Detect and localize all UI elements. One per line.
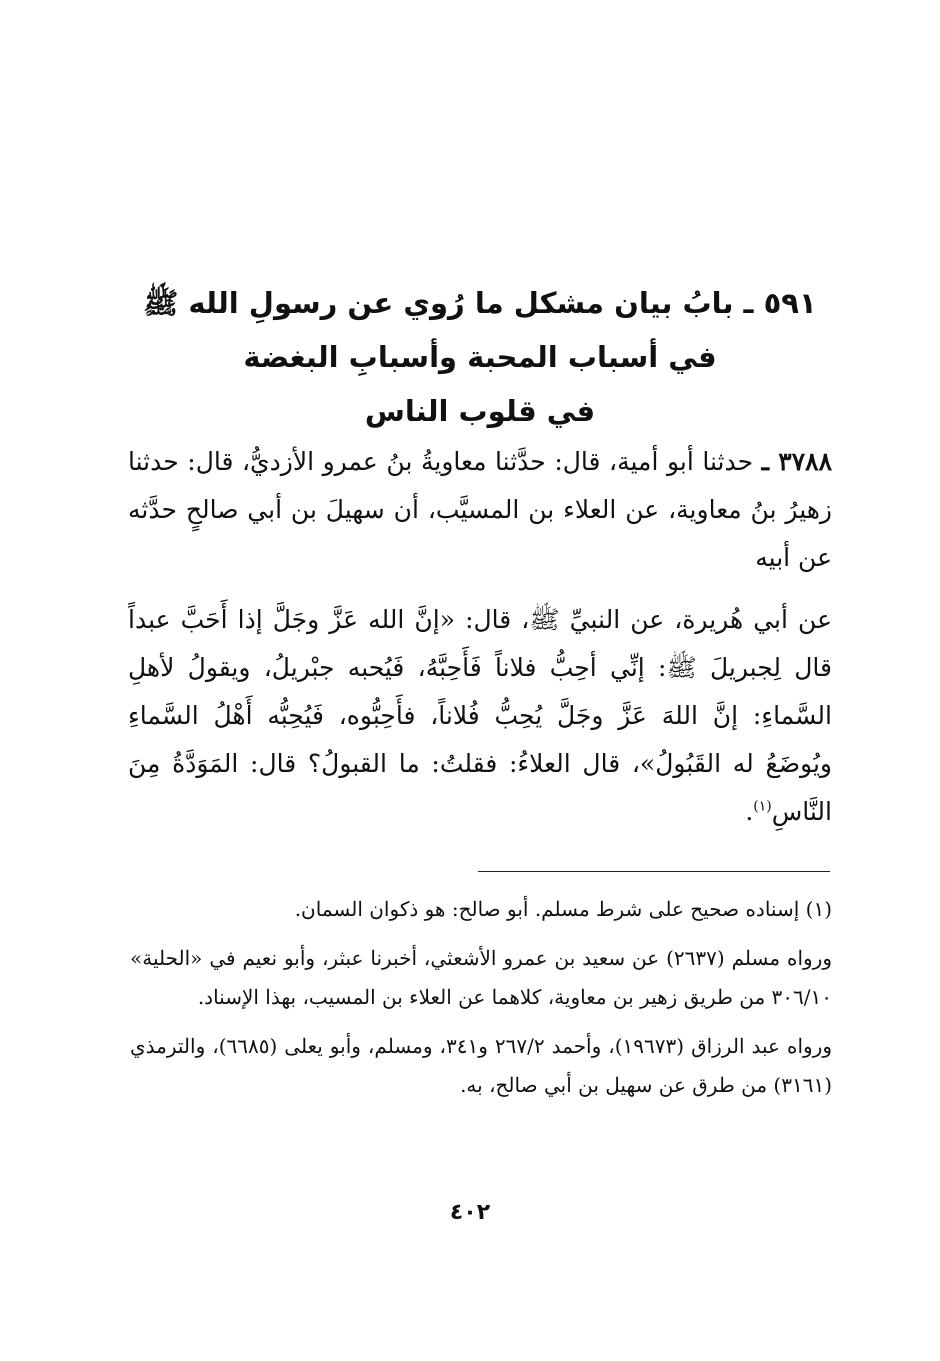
chapter-heading bbox=[130, 276, 830, 438]
hadith-matn: عن أبي هُريرة، عن النبيِّ ﷺ، قال: «إنَّ الله عَزَّ وجَلَّ إذا أَحَبَّ عبداً قال لِجبريلَ ﷺ: إنِّي أحِبُّ فلاناً فَأَحِبَّهُ، فَيُحبه جبْريلُ، ويقولُ لأهلِ السَّماءِ: إنَّ اللهَ عَزَّ وجَلَّ يُحِبُّ فُلاناً، فأَحِبُّوه، فَيُحِبُّه أَهْلُ السَّماءِ ويُوضَعُ له القَبُولُ»، قال العلاءُ: فقلتُ: ما القبولُ؟ قال: المَوَدَّةُ مِنَ النَّاسِ bbox=[128, 605, 832, 826]
hadith-matn-paragraph bbox=[128, 596, 832, 836]
chapter-title-line-2: في أسباب المحبة وأسبابِ البغضة bbox=[243, 340, 717, 374]
footnote-separator bbox=[478, 871, 830, 872]
hadith-isnad: حدثنا أبو أمية، قال: حدَّثنا معاويةُ بنُ عمرو الأزديُّ، قال: حدثنا زهيرُ بنُ معاوية، عن العلاء بن المسيَّب، أن سهيلَ بن أبي صالحٍ حدَّثه عن أبيه bbox=[128, 447, 832, 572]
footnotes bbox=[130, 890, 832, 1105]
footnote-3: ورواه عبد الرزاق (١٩٦٧٣)، وأحمد ٢٦٧/٢ و٣٤١، ومسلم، وأبو يعلى (٦٦٨٥)، والترمذي (٣١٦١) من طرق عن سهيل بن أبي صالح، به. bbox=[130, 1034, 832, 1097]
footnote-1: (١) إسناده صحيح على شرط مسلم. أبو صالح: هو ذكوان السمان. bbox=[294, 897, 832, 921]
hadith-number: ٣٧٨٨ ـ bbox=[761, 447, 833, 476]
chapter-title-line-3: في قلوب الناس bbox=[364, 394, 596, 428]
footnote-reference[interactable]: (١) bbox=[753, 798, 772, 815]
footnote-2: ورواه مسلم (٢٦٣٧) عن سعيد بن عمرو الأشعثي، أخبرنا عبثر، وأبو نعيم في «الحلية» ٣٠٦/١٠ من طريق زهير بن معاوية، كلاهما عن العلاء بن المسيب، بهذا الإسناد. bbox=[130, 946, 832, 1009]
chapter-title-line-1: ٥٩١ ـ بابُ بيان مشكل ما رُوي عن رسولِ الله ﷺ bbox=[143, 286, 817, 320]
sentence-end: . bbox=[745, 797, 754, 826]
page-number: ٤٠٢ bbox=[449, 1200, 491, 1225]
hadith-isnad-paragraph bbox=[128, 438, 832, 582]
